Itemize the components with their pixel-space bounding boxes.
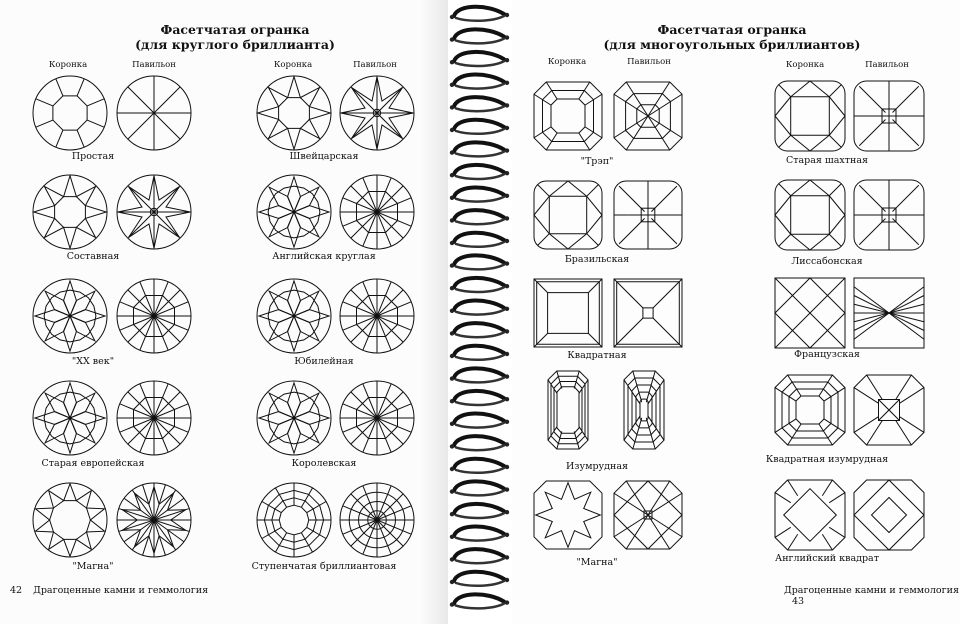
spiral-coil bbox=[450, 527, 509, 541]
staraya-evropeyskaya-crown-drawing bbox=[31, 379, 109, 457]
spiral-coil bbox=[450, 278, 509, 292]
korolevskaya-crown-drawing bbox=[255, 379, 333, 457]
shveytsarskaya-pavilion-drawing bbox=[338, 74, 416, 152]
spiral-coil bbox=[450, 459, 509, 473]
stupenchataya-crown-drawing bbox=[255, 481, 333, 559]
xx-vek-pavilion-drawing bbox=[115, 277, 193, 355]
kvadratnaya-crown-drawing bbox=[532, 277, 604, 349]
lissabonskaya-pavilion-drawing bbox=[852, 178, 926, 252]
angliyskiy-kvadrat-crown-drawing bbox=[773, 478, 847, 552]
spiral-coil bbox=[450, 594, 509, 608]
lissabonskaya-crown-drawing bbox=[773, 178, 847, 252]
caption-xx-vek: "XX век" bbox=[71, 356, 115, 367]
frantsuzskaya-crown-drawing bbox=[773, 276, 847, 350]
kvadratnaya-izumrudnaya-pavilion-drawing bbox=[852, 373, 926, 447]
spiral-coil bbox=[450, 233, 509, 247]
magna-round-pavilion-drawing bbox=[115, 481, 193, 559]
left-title-line1: Фасетчатая огранка bbox=[160, 22, 310, 37]
kvadratnaya-izumrudnaya-crown-drawing bbox=[773, 373, 847, 447]
spiral-coil bbox=[450, 504, 509, 518]
magna-square-crown-drawing bbox=[532, 479, 604, 551]
spiral-coils bbox=[448, 0, 512, 624]
kvadratnaya-pavilion-drawing bbox=[612, 277, 684, 349]
spiral-coil bbox=[450, 368, 509, 382]
right-page-number: 43 bbox=[792, 596, 805, 607]
caption-kvadratnaya: Квадратная bbox=[567, 350, 627, 361]
caption-magna-square: "Магна" bbox=[576, 557, 618, 568]
right-footer-text: Драгоценные камни и геммология bbox=[784, 585, 959, 596]
staraya-shakhtnaya-pavilion-drawing bbox=[852, 79, 926, 153]
left-footer bbox=[10, 585, 208, 596]
izumrudnaya-crown-drawing bbox=[546, 369, 590, 451]
right-footer bbox=[784, 585, 960, 607]
right-title bbox=[602, 22, 862, 52]
right-title-line2: (для многоугольных бриллиантов) bbox=[603, 37, 861, 52]
spiral-coil bbox=[450, 165, 509, 179]
spiral-coil bbox=[450, 75, 509, 89]
sostavnaya-pavilion-drawing bbox=[115, 173, 193, 251]
spiral-coil bbox=[450, 572, 509, 586]
right-page bbox=[512, 0, 960, 624]
spiral-binding bbox=[448, 0, 512, 624]
caption-korolevskaya: Королевская bbox=[291, 458, 357, 469]
magna-square-pavilion-drawing bbox=[612, 479, 684, 551]
left-col-pavilion-1: Павильон bbox=[132, 60, 176, 70]
left-col-pavilion-2: Павильон bbox=[353, 60, 397, 70]
caption-magna-round: "Магна" bbox=[72, 561, 114, 572]
spiral-coil bbox=[450, 52, 509, 66]
spiral-coil bbox=[450, 210, 509, 224]
caption-kvadratnaya-izumrudnaya: Квадратная изумрудная bbox=[765, 454, 889, 465]
staraya-evropeyskaya-pavilion-drawing bbox=[115, 379, 193, 457]
spiral-coil bbox=[450, 255, 509, 269]
caption-frantsuzskaya: Французская bbox=[794, 349, 860, 360]
caption-angliyskaya-kruglaya: Английская круглая bbox=[272, 251, 376, 262]
caption-trep: "Трэп" bbox=[580, 156, 614, 167]
angliyskiy-kvadrat-pavilion-drawing bbox=[852, 478, 926, 552]
left-page-number: 42 bbox=[10, 585, 23, 596]
yubileynaya-pavilion-drawing bbox=[338, 277, 416, 355]
brazilskaya-crown-drawing bbox=[532, 179, 604, 251]
frantsuzskaya-pavilion-drawing bbox=[852, 276, 926, 350]
right-col-pavilion-2: Павильон bbox=[865, 60, 909, 70]
caption-sostavnaya: Составная bbox=[66, 251, 120, 262]
right-col-crown-1: Коронка bbox=[547, 57, 587, 67]
left-gutter-shadow bbox=[420, 0, 448, 624]
sostavnaya-crown-drawing bbox=[31, 173, 109, 251]
trep-crown-drawing bbox=[532, 80, 604, 152]
spiral-coil bbox=[450, 301, 509, 315]
caption-brazilskaya: Бразильская bbox=[564, 254, 630, 265]
right-title-line1: Фасетчатая огранка bbox=[657, 22, 807, 37]
staraya-shakhtnaya-crown-drawing bbox=[773, 79, 847, 153]
spiral-coil bbox=[450, 436, 509, 450]
left-footer-text: Драгоценные камни и геммология bbox=[33, 585, 209, 596]
caption-staraya-evropeyskaya: Старая европейская bbox=[41, 458, 145, 469]
spiral-coil bbox=[450, 188, 509, 202]
angliyskaya-kruglaya-crown-drawing bbox=[255, 173, 333, 251]
spiral-coil bbox=[450, 549, 509, 563]
yubileynaya-crown-drawing bbox=[255, 277, 333, 355]
left-col-crown-2: Коронка bbox=[273, 60, 313, 70]
trep-pavilion-drawing bbox=[612, 80, 684, 152]
caption-izumrudnaya: Изумрудная bbox=[566, 461, 628, 472]
spiral-coil bbox=[450, 97, 509, 111]
caption-stupenchataya: Ступенчатая бриллиантовая bbox=[251, 561, 397, 572]
left-title bbox=[130, 22, 340, 52]
magna-round-crown-drawing bbox=[31, 481, 109, 559]
spiral-coil bbox=[450, 120, 509, 134]
brazilskaya-pavilion-drawing bbox=[612, 179, 684, 251]
spiral-coil bbox=[450, 29, 509, 43]
spiral-coil bbox=[450, 142, 509, 156]
right-col-pavilion-1: Павильон bbox=[627, 57, 671, 67]
izumrudnaya-pavilion-drawing bbox=[622, 369, 666, 451]
spiral-coil bbox=[450, 346, 509, 360]
caption-staraya-shakhtnaya: Старая шахтная bbox=[785, 155, 869, 166]
spiral-coil bbox=[450, 414, 509, 428]
spiral-coil bbox=[450, 7, 509, 21]
shveytsarskaya-crown-drawing bbox=[255, 74, 333, 152]
left-page bbox=[0, 0, 448, 624]
xx-vek-crown-drawing bbox=[31, 277, 109, 355]
angliyskaya-kruglaya-pavilion-drawing bbox=[338, 173, 416, 251]
spiral-coil bbox=[450, 391, 509, 405]
caption-shveytsarskaya: Швейцарская bbox=[289, 151, 359, 162]
stupenchataya-pavilion-drawing bbox=[338, 481, 416, 559]
prostaya-pavilion-drawing bbox=[115, 74, 193, 152]
spiral-coil bbox=[450, 481, 509, 495]
spiral-coil bbox=[450, 323, 509, 337]
caption-lissabonskaya: Лиссабонская bbox=[791, 256, 863, 267]
caption-yubileynaya: Юбилейная bbox=[294, 356, 354, 367]
korolevskaya-pavilion-drawing bbox=[338, 379, 416, 457]
left-col-crown-1: Коронка bbox=[48, 60, 88, 70]
right-col-crown-2: Коронка bbox=[785, 60, 825, 70]
caption-prostaya: Простая bbox=[71, 151, 115, 162]
prostaya-crown-drawing bbox=[31, 74, 109, 152]
left-title-line2: (для круглого бриллианта) bbox=[135, 37, 335, 52]
caption-angliyskiy-kvadrat: Английский квадрат bbox=[775, 553, 879, 564]
